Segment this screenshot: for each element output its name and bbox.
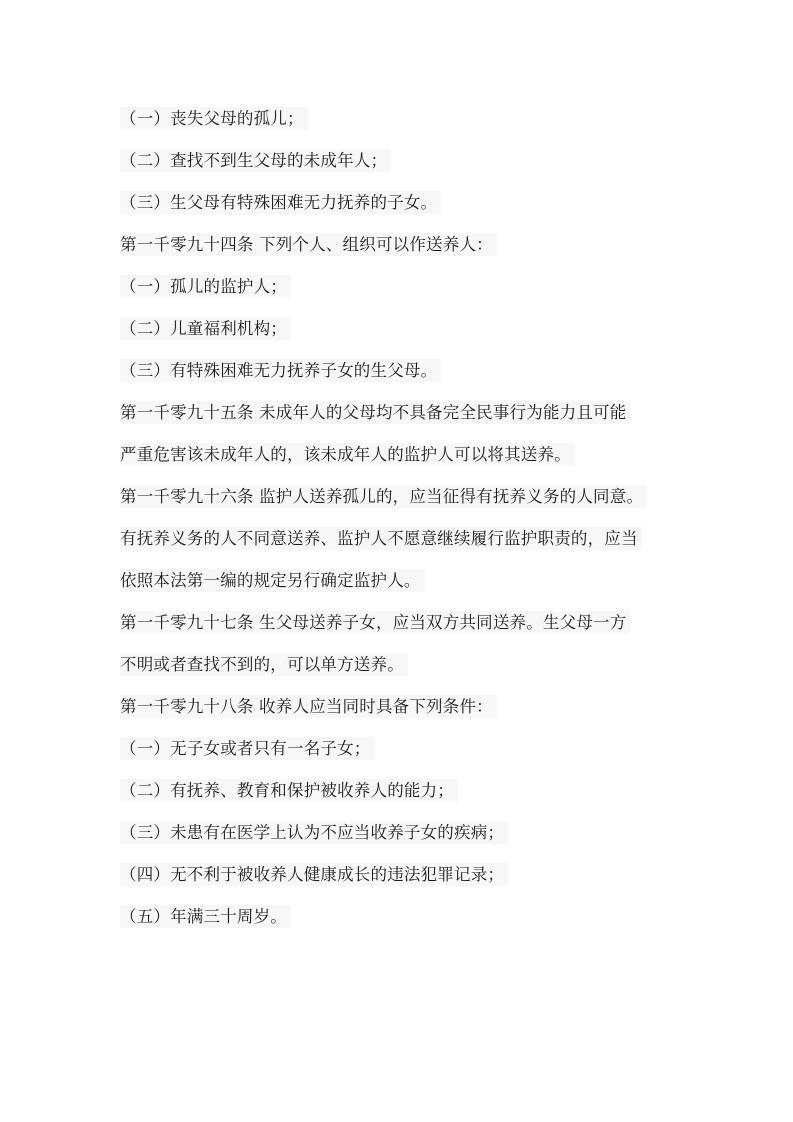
text-line-content: 第一千零九十八条 收养人应当同时具备下列条件： — [120, 695, 497, 718]
text-line — [120, 560, 680, 602]
text-line-content: 第一千零九十五条 未成年人的父母均不具备完全民事行为能力且可能 — [120, 401, 630, 424]
article-heading-line — [120, 392, 680, 434]
article-heading-line — [120, 476, 680, 518]
text-line-content: 有抚养义务的人不同意送养、监护人不愿意继续履行监护职责的，应当 — [120, 527, 642, 550]
text-line-content: （二）儿童福利机构； — [120, 317, 291, 340]
text-line — [120, 182, 680, 224]
text-line — [120, 140, 680, 182]
text-line — [120, 350, 680, 392]
text-line — [120, 728, 680, 770]
text-line-content: （一）孤儿的监护人； — [120, 275, 291, 298]
text-line — [120, 308, 680, 350]
text-line-content: （三）有特殊困难无力抚养子女的生父母。 — [120, 359, 441, 382]
article-heading-line — [120, 686, 680, 728]
text-line-content: 不明或者查找不到的，可以单方送养。 — [120, 653, 408, 676]
text-line-content: 第一千零九十七条 生父母送养子女，应当双方共同送养。生父母一方 — [120, 611, 630, 634]
text-line — [120, 770, 680, 812]
text-line — [120, 518, 680, 560]
text-line-content: 第一千零九十六条 监护人送养孤儿的，应当征得有抚养义务的人同意。 — [120, 485, 647, 508]
text-line-content: 第一千零九十四条 下列个人、组织可以作送养人： — [120, 233, 497, 256]
article-heading-line — [120, 224, 680, 266]
text-line — [120, 854, 680, 896]
text-line-content: 依照本法第一编的规定另行确定监护人。 — [120, 569, 425, 592]
text-line-content: 严重危害该未成年人的，该未成年人的监护人可以将其送养。 — [120, 443, 575, 466]
text-line-content: （三）未患有在医学上认为不应当收养子女的疾病； — [120, 821, 508, 844]
article-heading-line — [120, 602, 680, 644]
text-line — [120, 644, 680, 686]
text-line — [120, 266, 680, 308]
text-line-content: （四）无不利于被收养人健康成长的违法犯罪记录； — [120, 863, 508, 886]
text-line — [120, 434, 680, 476]
text-line-content: （一）丧失父母的孤儿； — [120, 107, 308, 130]
document-body — [120, 98, 680, 938]
text-line-content: （五）年满三十周岁。 — [120, 905, 291, 928]
text-line — [120, 812, 680, 854]
text-line-content: （二）有抚养、教育和保护被收养人的能力； — [120, 779, 458, 802]
text-line-content: （一）无子女或者只有一名子女； — [120, 737, 375, 760]
text-line-content: （二）查找不到生父母的未成年人； — [120, 149, 391, 172]
text-line-content: （三）生父母有特殊困难无力抚养的子女。 — [120, 191, 441, 214]
text-line — [120, 98, 680, 140]
text-line — [120, 896, 680, 938]
